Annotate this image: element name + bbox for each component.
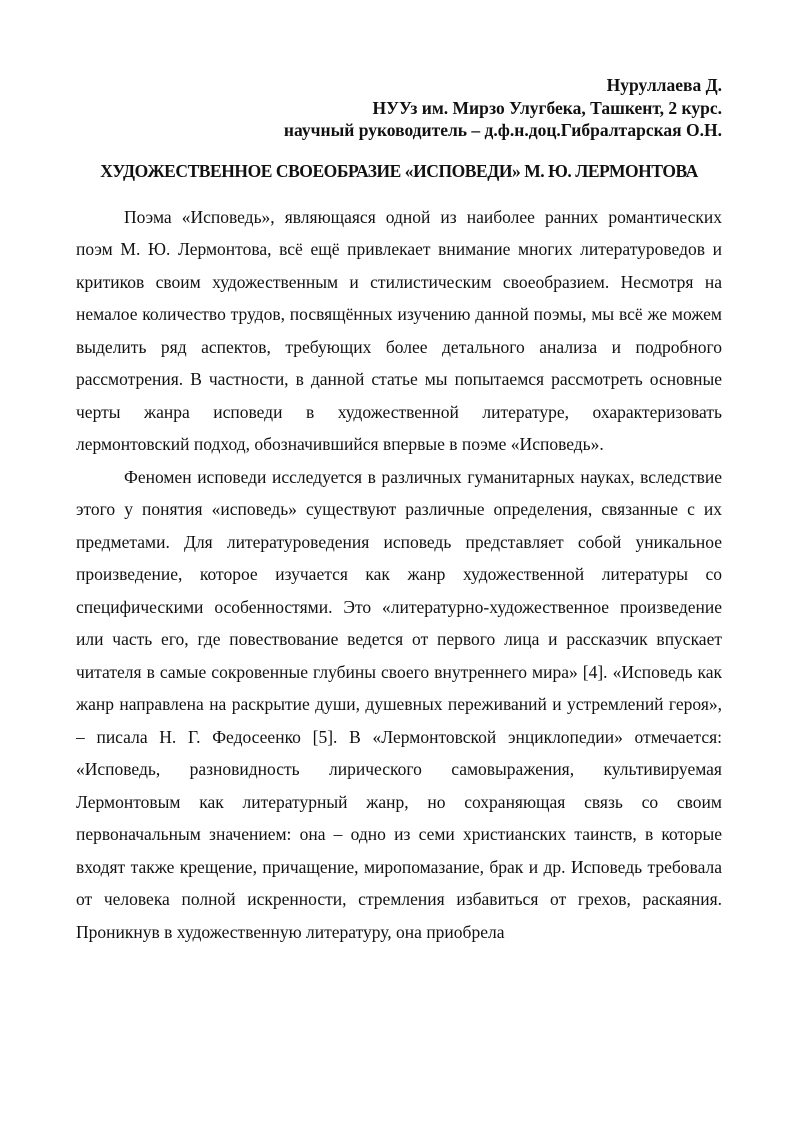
scientific-supervisor: научный руководитель – д.ф.н.доц.Гибралтарская О.Н.: [283, 120, 722, 140]
article-title: ХУДОЖЕСТВЕННОЕ СВОЕОБРАЗИЕ «ИСПОВЕДИ» М. Ю. ЛЕРМОНТОВА: [100, 160, 698, 181]
paragraph-2: Феномен исповеди исследуется в различных гуманитарных науках, вследствие этого у понятия «исповедь» существуют различные определения, связанные с их предметами. Для литературоведения исповедь представляет собой уникальное произведение, которое изучается как жанр художественной литературы со специфическими особенностями. Это «литературно-художественное произведение или часть его, где повествование ведется от первого лица и рассказчик впускает читателя в самые сокровенные глубины своего внутреннего мира» [4]. «Исповедь как жанр направлена на раскрытие души, душевных переживаний и устремлений героя», – писала Н. Г. Федосеенко [5]. В «Лермонтовской энциклопедии» отмечается: «Исповедь, разновидность лирического самовыражения, культивируемая Лермонтовым как литературный жанр, но сохраняющая связь со своим первоначальным значением: она – одно из семи христианских таинств, в которые входят также крещение, причащение, миропомазание, брак и др. Исповедь требовала от человека полной искренности, стремления избавиться от грехов, раскаяния. Проникнув в художественную литературу, она приобрела: [76, 466, 722, 942]
author-block: [76, 74, 722, 142]
article-body: [76, 201, 722, 949]
paragraph-1: Поэма «Исповедь», являющаяся одной из наиболее ранних романтических поэм М. Ю. Лермонтова, всё ещё привлекает внимание многих литературоведов и критиков своим художественным и стилистическим своеобразием. Несмотря на немалое количество трудов, посвящённых изучению данной поэмы, мы всё же можем выделить ряд аспектов, требующих более детального анализа и подробного рассмотрения. В частности, в данной статье мы попытаемся рассмотреть основные черты жанра исповеди в художественной литературе, охарактеризовать лермонтовский подход, обозначившийся впервые в поэме «Исповедь».: [76, 206, 722, 454]
document-page: [76, 74, 722, 948]
author-name: Нуруллаева Д.: [606, 75, 722, 95]
author-affiliation: НУУз им. Мирзо Улугбека, Ташкент, 2 курс.: [372, 97, 722, 118]
